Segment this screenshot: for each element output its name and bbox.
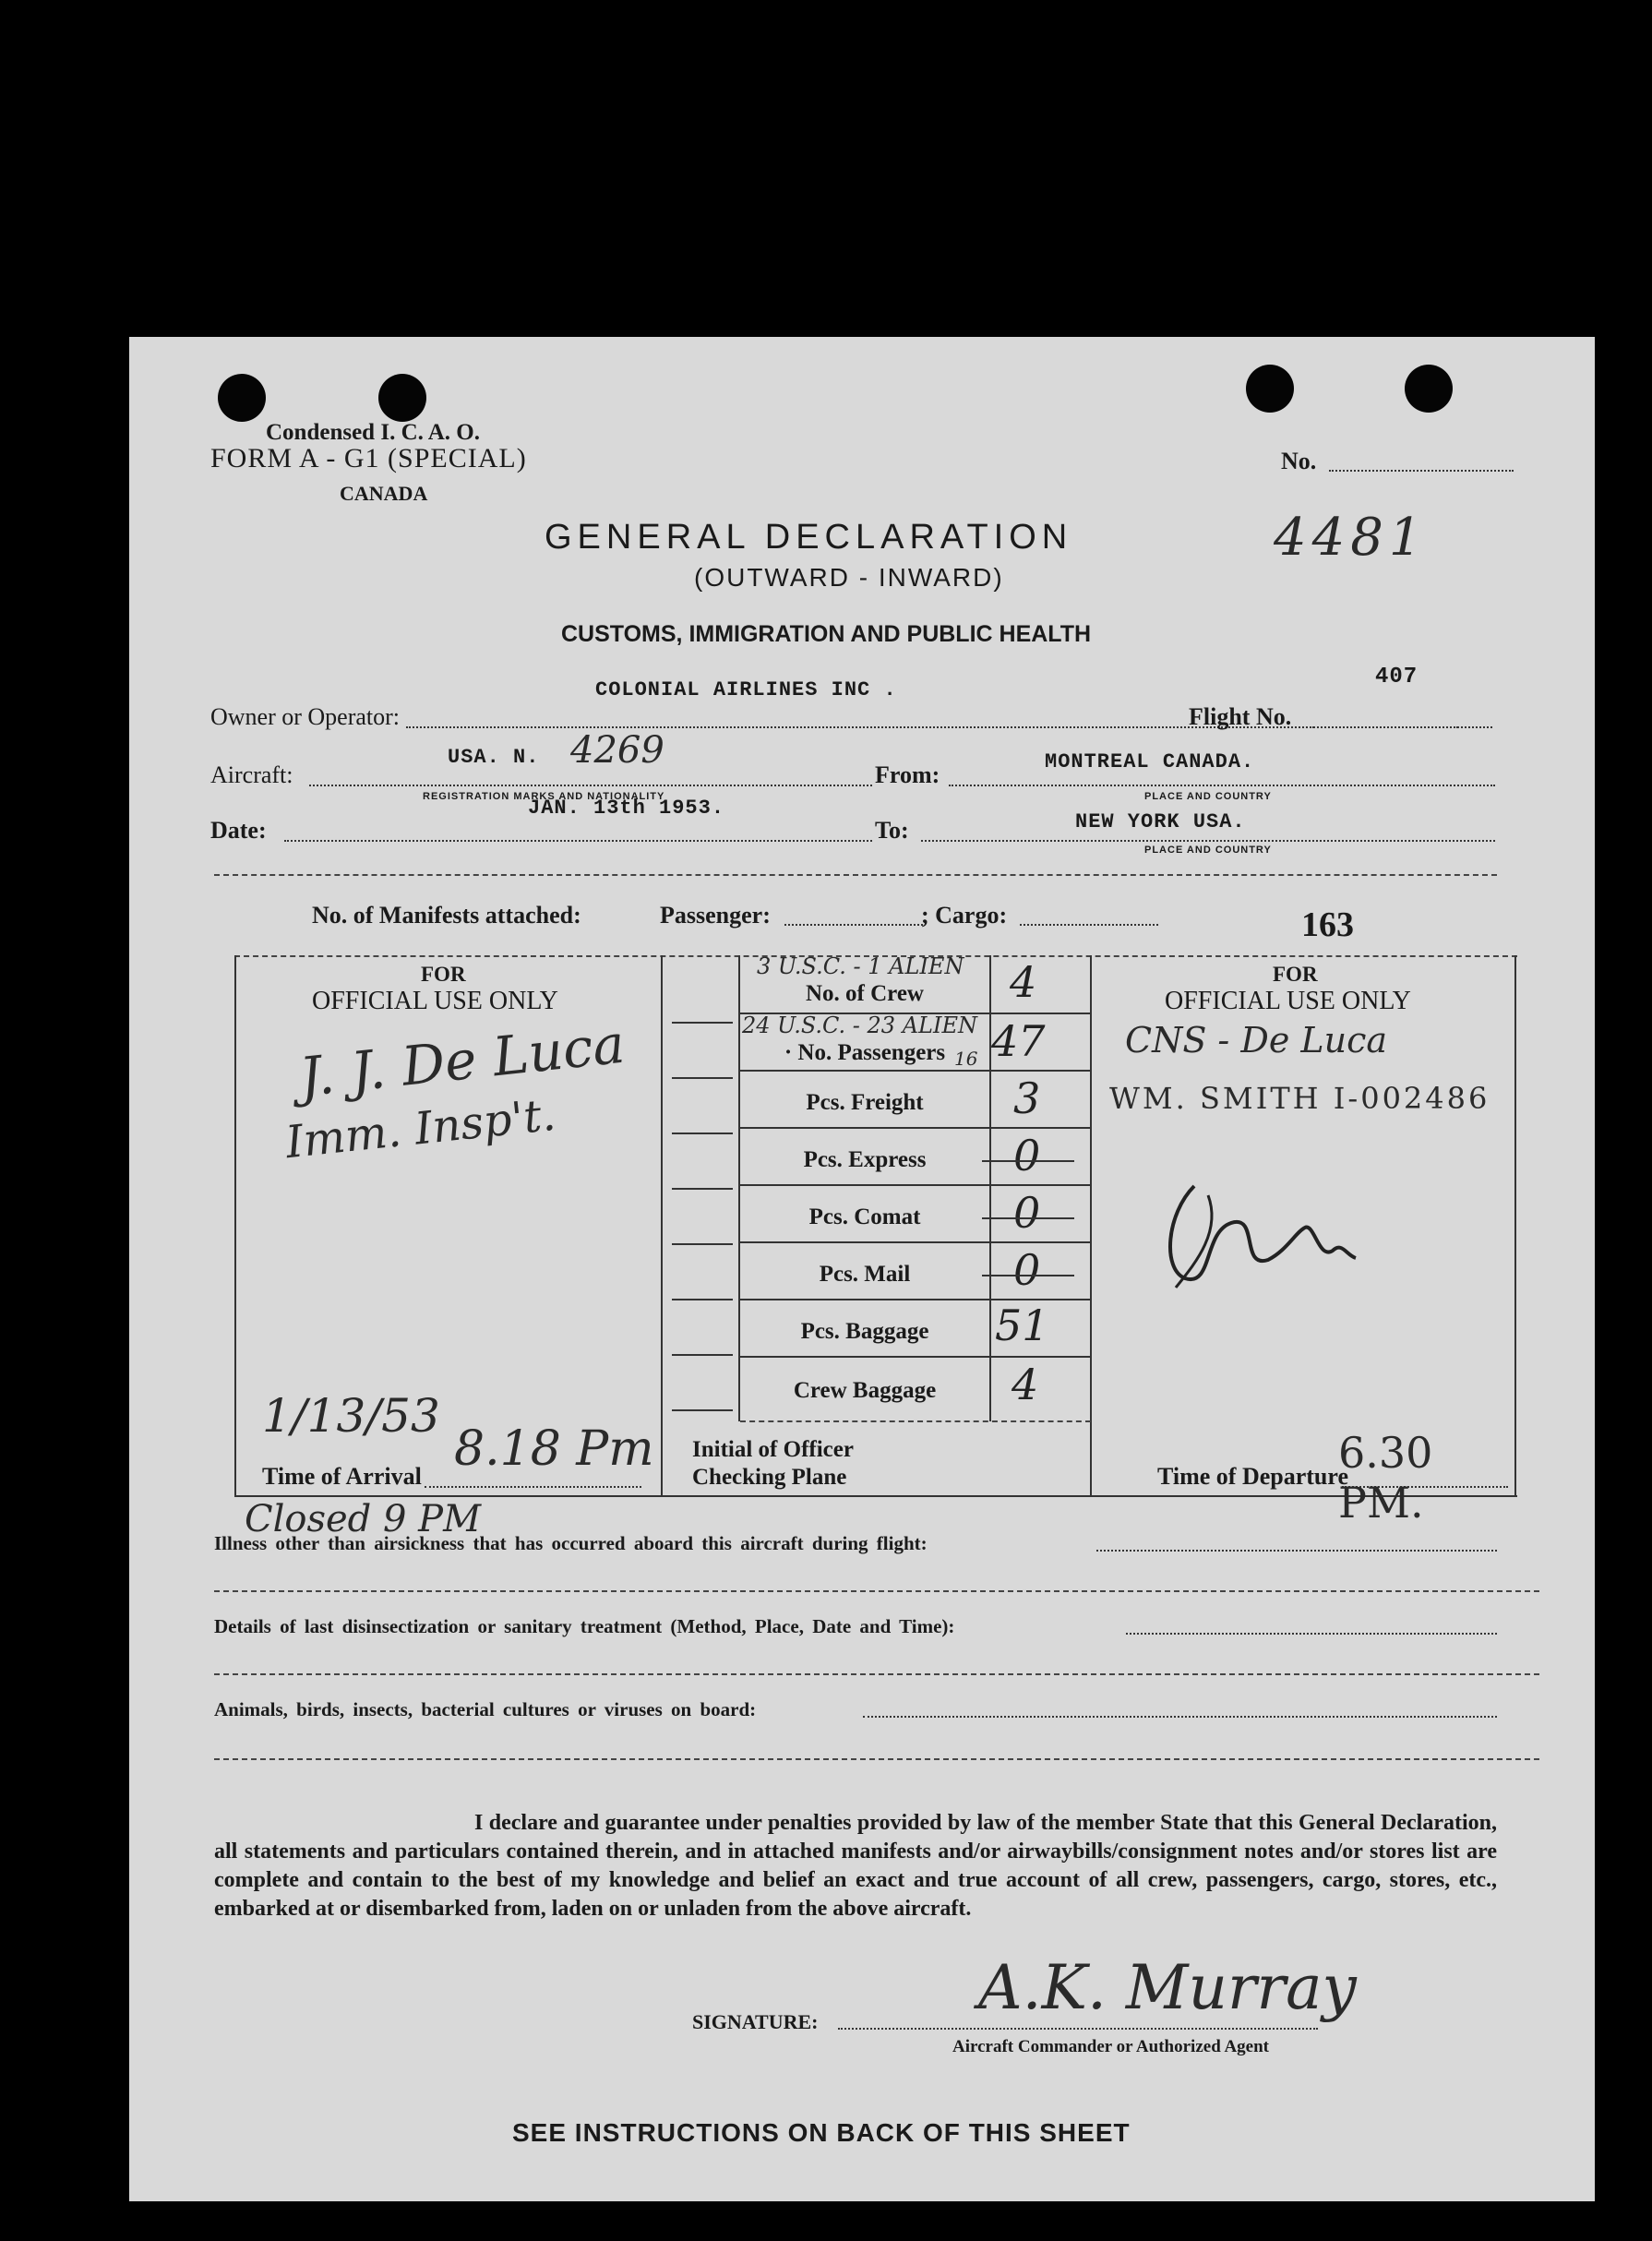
disinsect-line-2: [214, 1673, 1539, 1675]
table-row: [740, 1184, 1091, 1241]
departure-label: Time of Departure: [1157, 1463, 1348, 1490]
right-for-label: FOR: [1273, 963, 1318, 986]
form-sheet: [129, 337, 1595, 2201]
punch-hole: [1246, 365, 1294, 413]
animals-line: [863, 1716, 1497, 1718]
aircraft-line: [309, 785, 872, 786]
declaration-text: I declare and guarantee under penalties provided by law of the member State that this General Declaration, all statements and particulars contained therein, and in attached manifests and/or airwaybills/consignment notes and/or stores list are complete and contain to the best of my knowledge and belief an exact and true account of all crew, passengers, cargo, stores, etc., embarked at or disembarked from, laden on or unladen from the above aircraft.: [214, 1811, 1497, 1921]
freight-value: 3: [1013, 1073, 1041, 1123]
owner-line: [406, 726, 1458, 728]
owner-label: Owner or Operator:: [210, 703, 401, 730]
closed-note: Closed 9 PM: [245, 1498, 482, 1540]
cargo-label: ; Cargo:: [921, 902, 1008, 929]
date-label: Date:: [210, 817, 267, 844]
comat-label: Pcs. Comat: [808, 1204, 921, 1229]
punch-hole: [378, 374, 426, 422]
right-official-label: OFFICIAL USE ONLY: [1165, 987, 1411, 1015]
animals-line-2: [214, 1758, 1539, 1760]
punch-hole: [1405, 365, 1453, 413]
form-condensed-label: Condensed I. C. A. O.: [266, 420, 480, 445]
arrival-date-hand: 1/13/53: [262, 1389, 440, 1443]
crew-label: No. of Crew: [806, 981, 924, 1006]
table-row: [740, 1299, 1091, 1356]
table-row: [740, 1241, 1091, 1299]
from-label: From:: [875, 761, 940, 788]
checking-plane-label: Checking Plane: [692, 1465, 847, 1490]
center-rows: [740, 955, 1091, 1421]
departure-value: 6.30 PM.: [1338, 1428, 1433, 1528]
no-value: 4481: [1274, 508, 1428, 568]
cargo-line: [1020, 924, 1158, 926]
crew-baggage-value: 4: [1012, 1360, 1039, 1409]
header-divider: [214, 874, 1497, 876]
passenger-label: Passenger:: [660, 902, 771, 929]
disinsect-label: Details of last disinsectization or sanitary treatment (Method, Place, Date and Time):: [214, 1615, 955, 1637]
illness-line-2: [214, 1590, 1539, 1592]
flight-value: 407: [1375, 665, 1419, 689]
left-official-label: OFFICIAL USE ONLY: [312, 987, 558, 1015]
comat-value: 0: [1013, 1188, 1041, 1238]
table-row: [740, 1356, 1091, 1420]
crew-value: 4: [1010, 957, 1037, 1007]
aircraft-caption: REGISTRATION MARKS AND NATIONALITY: [423, 791, 665, 802]
page-subtitle: (OUTWARD - INWARD): [694, 563, 1004, 592]
table-row: [740, 1127, 1091, 1184]
right-hand-line2: WM. SMITH I-002486: [1109, 1081, 1490, 1116]
crew-note: 3 U.S.C. - 1 ALIEN: [757, 953, 964, 979]
left-for-label: FOR: [421, 963, 466, 986]
aircraft-label: Aircraft:: [210, 761, 293, 788]
signature-line: [838, 2028, 1318, 2030]
animals-label: Animals, birds, insects, bacterial cultures or viruses on board:: [214, 1698, 757, 1720]
punch-hole: [218, 374, 266, 422]
signature-value: A.K. Murray: [978, 1952, 1357, 2023]
from-line: [949, 785, 1495, 786]
express-label: Pcs. Express: [803, 1147, 927, 1172]
right-hand-line1: CNS - De Luca: [1125, 1020, 1388, 1061]
arrival-value: 8.18 Pm: [454, 1421, 654, 1477]
date-value: JAN. 13th 1953.: [528, 797, 725, 820]
left-hand-name: J. J. De Luca: [296, 1012, 628, 1109]
to-caption: PLACE AND COUNTRY: [1144, 845, 1272, 856]
no-line: [1329, 470, 1514, 472]
from-caption: PLACE AND COUNTRY: [1144, 791, 1272, 802]
to-label: To:: [875, 817, 909, 844]
inspector-signature: [1157, 1177, 1360, 1297]
table-row: [740, 955, 1091, 1013]
footer-instructions: SEE INSTRUCTIONS ON BACK OF THIS SHEET: [512, 2118, 1131, 2147]
table-row: [740, 1070, 1091, 1127]
form-country-label: CANADA: [340, 482, 428, 505]
mail-label: Pcs. Mail: [819, 1262, 911, 1287]
section-subtitle: CUSTOMS, IMMIGRATION AND PUBLIC HEALTH: [561, 621, 1092, 647]
disinsect-line: [1126, 1633, 1497, 1635]
passengers-label: · No. Passengers: [784, 1040, 946, 1065]
initial-officer-label: Initial of Officer: [692, 1437, 854, 1462]
from-value: MONTREAL CANADA.: [1045, 750, 1255, 773]
no-label: No.: [1281, 448, 1317, 474]
illness-label: Illness other than airsickness that has occurred aboard this aircraft during flight:: [214, 1532, 928, 1554]
to-value: NEW YORK USA.: [1075, 810, 1246, 833]
baggage-label: Pcs. Baggage: [800, 1319, 929, 1344]
arrival-label: Time of Arrival: [262, 1463, 422, 1490]
signature-label: SIGNATURE:: [692, 2010, 819, 2033]
passenger-line: [784, 924, 923, 926]
to-line: [921, 840, 1495, 842]
page-title: GENERAL DECLARATION: [545, 518, 1073, 557]
signature-caption: Aircraft Commander or Authorized Agent: [952, 2037, 1270, 2056]
date-line: [284, 840, 872, 842]
aircraft-value-hand: 4269: [570, 729, 664, 772]
crew-baggage-label: Crew Baggage: [793, 1378, 937, 1403]
owner-value: COLONIAL AIRLINES INC .: [595, 678, 897, 701]
mail-value: 0: [1013, 1245, 1041, 1295]
flight-label: Flight No.: [1189, 703, 1292, 730]
express-value: 0: [1013, 1131, 1041, 1180]
aircraft-value-typed: USA. N.: [448, 746, 540, 769]
flight-line: [1312, 726, 1492, 728]
freight-label: Pcs. Freight: [806, 1090, 924, 1115]
illness-line: [1096, 1550, 1497, 1552]
passengers-value: 47: [991, 1016, 1046, 1066]
passengers-note: 24 U.S.C. - 23 ALIEN: [742, 1013, 977, 1038]
manifests-label: No. of Manifests attached:: [312, 902, 581, 929]
passengers-sub: 16: [954, 1048, 978, 1070]
arrival-line: [425, 1486, 641, 1488]
form-number-label: FORM A - G1 (SPECIAL): [210, 443, 527, 473]
manifest-number: 163: [1301, 905, 1354, 944]
left-hand-title: Imm. Insp't.: [282, 1088, 558, 1169]
baggage-value: 51: [995, 1300, 1049, 1350]
table-row: [740, 1013, 1091, 1070]
